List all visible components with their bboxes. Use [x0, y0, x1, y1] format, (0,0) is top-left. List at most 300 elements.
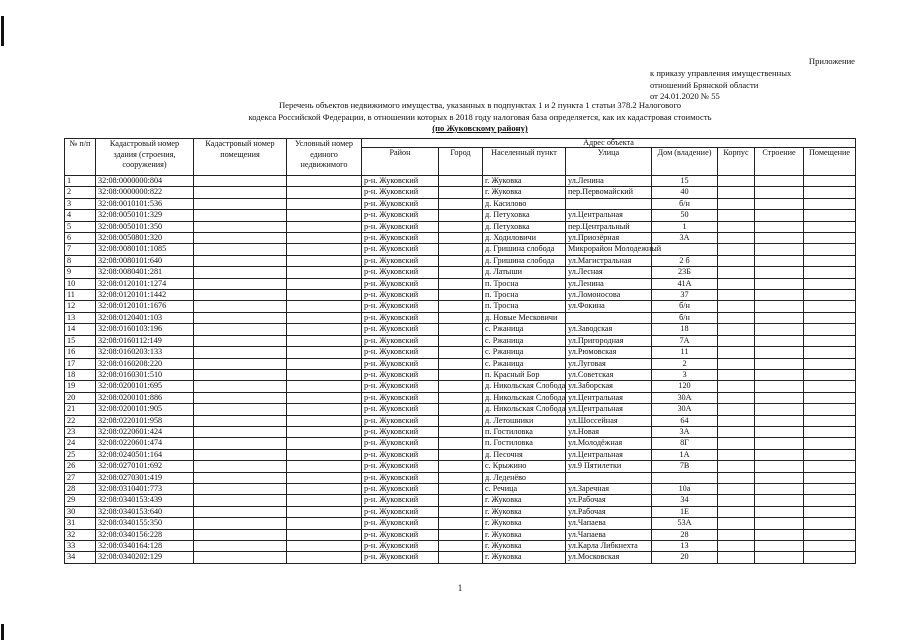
cell-settlement: г. Жуковка	[483, 552, 566, 563]
cell-cadastral-building: 32:08:0340156:228	[96, 529, 194, 540]
cell-district: р-н. Жуковский	[362, 472, 439, 483]
cell-building	[755, 392, 804, 403]
cell-settlement: п. Красный Бор	[483, 369, 566, 380]
cell-building	[755, 404, 804, 415]
cell-district: р-н. Жуковский	[362, 255, 439, 266]
cell-room	[804, 255, 856, 266]
cell-room	[804, 404, 856, 415]
cell-conditional-number	[287, 529, 362, 540]
table-row	[65, 347, 856, 358]
cell-cadastral-room	[194, 461, 287, 472]
cell-cadastral-building: 32:08:0160203:133	[96, 347, 194, 358]
cell-house: 30А	[652, 404, 718, 415]
table-row	[65, 255, 856, 266]
cell-street: ул.Заречная	[566, 483, 652, 494]
cell-building	[755, 415, 804, 426]
header-num: № п/п	[65, 139, 96, 176]
cell-cadastral-building: 32:08:0340202:129	[96, 552, 194, 563]
cell-korpus	[718, 176, 755, 187]
cell-city	[439, 495, 483, 506]
header-cadastral-room: Кадастровый номер помещения	[194, 139, 287, 176]
cell-settlement: д. Никольская Слобода	[483, 392, 566, 403]
cell-house: 50	[652, 210, 718, 221]
table-row	[65, 210, 856, 221]
cell-room	[804, 312, 856, 323]
cell-korpus	[718, 404, 755, 415]
header-building: Строение	[755, 148, 804, 176]
cell-cadastral-room	[194, 495, 287, 506]
table-row	[65, 244, 856, 255]
table-row	[65, 461, 856, 472]
cell-conditional-number	[287, 495, 362, 506]
cell-cadastral-building: 32:08:0080101:1085	[96, 244, 194, 255]
cell-settlement: п. Гостиловка	[483, 438, 566, 449]
cell-korpus	[718, 278, 755, 289]
cell-city	[439, 290, 483, 301]
cell-num: 13	[65, 312, 96, 323]
cell-cadastral-room	[194, 221, 287, 232]
cell-building	[755, 552, 804, 563]
cell-house: 37	[652, 290, 718, 301]
cell-settlement: г. Жуковка	[483, 541, 566, 552]
cell-city	[439, 347, 483, 358]
cell-building	[755, 210, 804, 221]
cell-korpus	[718, 221, 755, 232]
cell-district: р-н. Жуковский	[362, 347, 439, 358]
table-row	[65, 426, 856, 437]
cell-city	[439, 392, 483, 403]
cell-room	[804, 210, 856, 221]
cell-korpus	[718, 347, 755, 358]
cell-building	[755, 347, 804, 358]
cell-cadastral-building: 32:08:0200101:905	[96, 404, 194, 415]
cell-district: р-н. Жуковский	[362, 221, 439, 232]
cell-street: ул.Центральная	[566, 449, 652, 460]
table-row	[65, 472, 856, 483]
header-room: Помещение	[804, 148, 856, 176]
table-row	[65, 324, 856, 335]
cell-room	[804, 506, 856, 517]
cell-district: р-н. Жуковский	[362, 461, 439, 472]
cell-street: ул.Магистральная	[566, 255, 652, 266]
cell-district: р-н. Жуковский	[362, 529, 439, 540]
cell-city	[439, 210, 483, 221]
cell-building	[755, 541, 804, 552]
cell-conditional-number	[287, 324, 362, 335]
cell-city	[439, 301, 483, 312]
cell-conditional-number	[287, 392, 362, 403]
cell-building	[755, 449, 804, 460]
cell-city	[439, 198, 483, 209]
cell-house: 41А	[652, 278, 718, 289]
cell-house: 40	[652, 187, 718, 198]
cell-district: р-н. Жуковский	[362, 335, 439, 346]
cell-cadastral-room	[194, 198, 287, 209]
cell-settlement: г. Жуковка	[483, 176, 566, 187]
cell-settlement: п. Тросна	[483, 278, 566, 289]
cell-korpus	[718, 187, 755, 198]
cell-building	[755, 324, 804, 335]
table-row	[65, 187, 856, 198]
cell-cadastral-building: 32:08:0160301:510	[96, 369, 194, 380]
table-row	[65, 335, 856, 346]
cell-korpus	[718, 518, 755, 529]
cell-street: ул.Ленина	[566, 278, 652, 289]
cell-street: ул.Новая	[566, 426, 652, 437]
cell-building	[755, 369, 804, 380]
cell-cadastral-room	[194, 312, 287, 323]
cell-conditional-number	[287, 187, 362, 198]
header-street: Улица	[566, 148, 652, 176]
cell-house: 7А	[652, 335, 718, 346]
cell-settlement: п. Тросна	[483, 301, 566, 312]
cell-house: 34	[652, 495, 718, 506]
cell-num: 10	[65, 278, 96, 289]
cell-house: б/н	[652, 301, 718, 312]
cell-conditional-number	[287, 426, 362, 437]
cell-street: ул.Карла Либкнехта	[566, 541, 652, 552]
cell-building	[755, 472, 804, 483]
cell-district: р-н. Жуковский	[362, 324, 439, 335]
cell-cadastral-room	[194, 210, 287, 221]
cell-cadastral-building: 32:08:0000000:822	[96, 187, 194, 198]
cell-room	[804, 438, 856, 449]
cell-num: 6	[65, 233, 96, 244]
cell-room	[804, 176, 856, 187]
cell-room	[804, 449, 856, 460]
cell-korpus	[718, 541, 755, 552]
cell-korpus	[718, 506, 755, 517]
cell-cadastral-room	[194, 187, 287, 198]
cell-conditional-number	[287, 415, 362, 426]
cell-cadastral-building: 32:08:0120101:1676	[96, 301, 194, 312]
cell-korpus	[718, 461, 755, 472]
cell-district: р-н. Жуковский	[362, 438, 439, 449]
cell-settlement: д. Петуховка	[483, 221, 566, 232]
scan-edge-mark	[1, 16, 4, 46]
cell-district: р-н. Жуковский	[362, 267, 439, 278]
cell-conditional-number	[287, 347, 362, 358]
table-row	[65, 290, 856, 301]
title-line: кодекса Российской Федерации, в отношении которых в 2018 году налоговая база определяется, как их кадастровая стоимость	[248, 111, 712, 122]
cell-korpus	[718, 290, 755, 301]
cell-cadastral-room	[194, 506, 287, 517]
cell-district: р-н. Жуковский	[362, 187, 439, 198]
cell-num: 18	[65, 369, 96, 380]
cell-korpus	[718, 267, 755, 278]
cell-city	[439, 506, 483, 517]
cell-room	[804, 472, 856, 483]
cell-city	[439, 358, 483, 369]
cell-conditional-number	[287, 483, 362, 494]
cell-street: Микрорайон Молодежный	[566, 244, 652, 255]
cell-conditional-number	[287, 518, 362, 529]
cell-building	[755, 483, 804, 494]
cell-street: ул.Молодёжная	[566, 438, 652, 449]
cell-conditional-number	[287, 290, 362, 301]
cell-cadastral-room	[194, 278, 287, 289]
cell-house: 23Б	[652, 267, 718, 278]
cell-cadastral-room	[194, 449, 287, 460]
cell-district: р-н. Жуковский	[362, 426, 439, 437]
cell-korpus	[718, 426, 755, 437]
cell-house: 11	[652, 347, 718, 358]
cell-house: 18	[652, 324, 718, 335]
cell-cadastral-room	[194, 335, 287, 346]
cell-city	[439, 518, 483, 529]
cell-settlement: д. Леденёво	[483, 472, 566, 483]
cell-settlement: д. Никольская Слобода	[483, 381, 566, 392]
table-row	[65, 415, 856, 426]
cell-street: ул.Центральная	[566, 392, 652, 403]
cell-building	[755, 267, 804, 278]
cell-city	[439, 472, 483, 483]
cell-settlement: с. Ржаница	[483, 358, 566, 369]
cell-city	[439, 278, 483, 289]
cell-street: ул.Центральная	[566, 404, 652, 415]
cell-conditional-number	[287, 233, 362, 244]
cell-house: 20	[652, 552, 718, 563]
cell-city	[439, 312, 483, 323]
cell-district: р-н. Жуковский	[362, 415, 439, 426]
table-row	[65, 392, 856, 403]
table-row	[65, 381, 856, 392]
cell-settlement: д. Гришина слобода	[483, 244, 566, 255]
cell-city	[439, 449, 483, 460]
cell-num: 30	[65, 506, 96, 517]
cell-room	[804, 301, 856, 312]
cell-city	[439, 221, 483, 232]
table-row	[65, 358, 856, 369]
cell-street: пер.Центральный	[566, 221, 652, 232]
header-cadastral-building: Кадастровый номер здания (строения, сооружения)	[96, 139, 194, 176]
table-row	[65, 278, 856, 289]
cell-building	[755, 312, 804, 323]
cell-cadastral-building: 32:08:0340153:439	[96, 495, 194, 506]
table-row	[65, 529, 856, 540]
cell-house: б/н	[652, 198, 718, 209]
cell-room	[804, 392, 856, 403]
cell-house: 15	[652, 176, 718, 187]
cell-house: 7В	[652, 461, 718, 472]
table-row	[65, 495, 856, 506]
cell-cadastral-room	[194, 347, 287, 358]
cell-cadastral-room	[194, 381, 287, 392]
cell-cadastral-building: 32:08:0220101:958	[96, 415, 194, 426]
cell-room	[804, 290, 856, 301]
cell-building	[755, 495, 804, 506]
cell-cadastral-building: 32:08:0240501:164	[96, 449, 194, 460]
cell-conditional-number	[287, 244, 362, 255]
cell-house	[652, 244, 718, 255]
header-city: Город	[439, 148, 483, 176]
table-row	[65, 449, 856, 460]
cell-building	[755, 461, 804, 472]
cell-district: р-н. Жуковский	[362, 541, 439, 552]
table-row	[65, 552, 856, 563]
cell-cadastral-building: 32:08:0340155:350	[96, 518, 194, 529]
cell-conditional-number	[287, 552, 362, 563]
cell-conditional-number	[287, 278, 362, 289]
cell-cadastral-room	[194, 541, 287, 552]
cell-cadastral-room	[194, 176, 287, 187]
cell-settlement: с. Речица	[483, 483, 566, 494]
cell-korpus	[718, 472, 755, 483]
cell-building	[755, 438, 804, 449]
cell-street: ул.Заводская	[566, 324, 652, 335]
cell-cadastral-room	[194, 552, 287, 563]
cell-num: 23	[65, 426, 96, 437]
cell-cadastral-building: 32:08:0160208:220	[96, 358, 194, 369]
cell-district: р-н. Жуковский	[362, 483, 439, 494]
cell-korpus	[718, 392, 755, 403]
cell-settlement: д. Петуховка	[483, 210, 566, 221]
cell-district: р-н. Жуковский	[362, 312, 439, 323]
cell-settlement: д. Никольская Слобода	[483, 404, 566, 415]
cell-cadastral-room	[194, 415, 287, 426]
cell-district: р-н. Жуковский	[362, 198, 439, 209]
cell-city	[439, 426, 483, 437]
cell-cadastral-room	[194, 529, 287, 540]
cell-num: 1	[65, 176, 96, 187]
cell-street: ул.Рабочая	[566, 495, 652, 506]
cell-settlement: п. Гостиловка	[483, 426, 566, 437]
cell-cadastral-room	[194, 404, 287, 415]
cell-settlement: д. Новые Месковичи	[483, 312, 566, 323]
cell-street: ул.Рабочая	[566, 506, 652, 517]
cell-room	[804, 541, 856, 552]
cell-street: ул.9 Пятилетки	[566, 461, 652, 472]
cell-city	[439, 438, 483, 449]
cell-conditional-number	[287, 506, 362, 517]
cell-house	[652, 472, 718, 483]
cell-street: ул.Шоссейная	[566, 415, 652, 426]
cell-conditional-number	[287, 198, 362, 209]
cell-korpus	[718, 449, 755, 460]
cell-korpus	[718, 495, 755, 506]
table-row	[65, 404, 856, 415]
cell-num: 29	[65, 495, 96, 506]
cell-house: 28	[652, 529, 718, 540]
cell-city	[439, 529, 483, 540]
appendix-line: к приказу управления имущественных	[650, 67, 792, 78]
cell-conditional-number	[287, 438, 362, 449]
cell-building	[755, 233, 804, 244]
cell-num: 33	[65, 541, 96, 552]
cell-district: р-н. Жуковский	[362, 552, 439, 563]
cell-room	[804, 461, 856, 472]
header-address-group: Адрес объекта	[362, 139, 856, 148]
property-register-table	[64, 138, 856, 564]
cell-num: 32	[65, 529, 96, 540]
cell-num: 27	[65, 472, 96, 483]
cell-building	[755, 278, 804, 289]
cell-cadastral-room	[194, 426, 287, 437]
cell-conditional-number	[287, 301, 362, 312]
cell-city	[439, 381, 483, 392]
cell-house: 3А	[652, 233, 718, 244]
cell-korpus	[718, 438, 755, 449]
cell-settlement: с. Ржаница	[483, 324, 566, 335]
cell-cadastral-building: 32:08:0050801:320	[96, 233, 194, 244]
cell-cadastral-building: 32:08:0120401:103	[96, 312, 194, 323]
cell-building	[755, 255, 804, 266]
cell-korpus	[718, 244, 755, 255]
cell-building	[755, 518, 804, 529]
cell-korpus	[718, 369, 755, 380]
table-row	[65, 506, 856, 517]
cell-num: 11	[65, 290, 96, 301]
cell-room	[804, 495, 856, 506]
cell-settlement: п. Тросна	[483, 290, 566, 301]
cell-korpus	[718, 301, 755, 312]
cell-settlement: д. Касилово	[483, 198, 566, 209]
cell-num: 17	[65, 358, 96, 369]
cell-cadastral-building: 32:08:0270301:419	[96, 472, 194, 483]
cell-cadastral-building: 32:08:0160112:149	[96, 335, 194, 346]
cell-city	[439, 369, 483, 380]
table-row	[65, 518, 856, 529]
cell-city	[439, 255, 483, 266]
cell-korpus	[718, 529, 755, 540]
scan-edge-mark	[1, 624, 4, 640]
table-row	[65, 369, 856, 380]
cell-cadastral-room	[194, 290, 287, 301]
cell-conditional-number	[287, 255, 362, 266]
cell-room	[804, 415, 856, 426]
cell-house: 53А	[652, 518, 718, 529]
title-district: (по Жуковскому району)	[432, 123, 528, 134]
table-row	[65, 221, 856, 232]
cell-building	[755, 176, 804, 187]
cell-cadastral-room	[194, 438, 287, 449]
cell-cadastral-building: 32:08:0120101:1442	[96, 290, 194, 301]
cell-room	[804, 552, 856, 563]
cell-city	[439, 267, 483, 278]
cell-cadastral-building: 32:08:0270101:692	[96, 461, 194, 472]
cell-room	[804, 358, 856, 369]
cell-num: 20	[65, 392, 96, 403]
appendix-heading: Приложение	[808, 56, 855, 66]
cell-cadastral-room	[194, 255, 287, 266]
appendix-line: отношений Брянской области	[650, 79, 759, 90]
cell-korpus	[718, 335, 755, 346]
cell-building	[755, 506, 804, 517]
cell-settlement: г. Жуковка	[483, 495, 566, 506]
cell-room	[804, 233, 856, 244]
cell-district: р-н. Жуковский	[362, 176, 439, 187]
cell-street: пер.Первомайский	[566, 187, 652, 198]
cell-building	[755, 529, 804, 540]
cell-city	[439, 335, 483, 346]
cell-building	[755, 381, 804, 392]
cell-house: 30А	[652, 392, 718, 403]
cell-cadastral-building: 32:08:0200101:886	[96, 392, 194, 403]
cell-conditional-number	[287, 176, 362, 187]
cell-num: 28	[65, 483, 96, 494]
cell-korpus	[718, 312, 755, 323]
cell-street: ул.Советская	[566, 369, 652, 380]
cell-street: ул.Московская	[566, 552, 652, 563]
cell-conditional-number	[287, 335, 362, 346]
cell-num: 2	[65, 187, 96, 198]
cell-conditional-number	[287, 449, 362, 460]
cell-num: 4	[65, 210, 96, 221]
table-row	[65, 267, 856, 278]
cell-room	[804, 278, 856, 289]
cell-korpus	[718, 381, 755, 392]
cell-district: р-н. Жуковский	[362, 518, 439, 529]
